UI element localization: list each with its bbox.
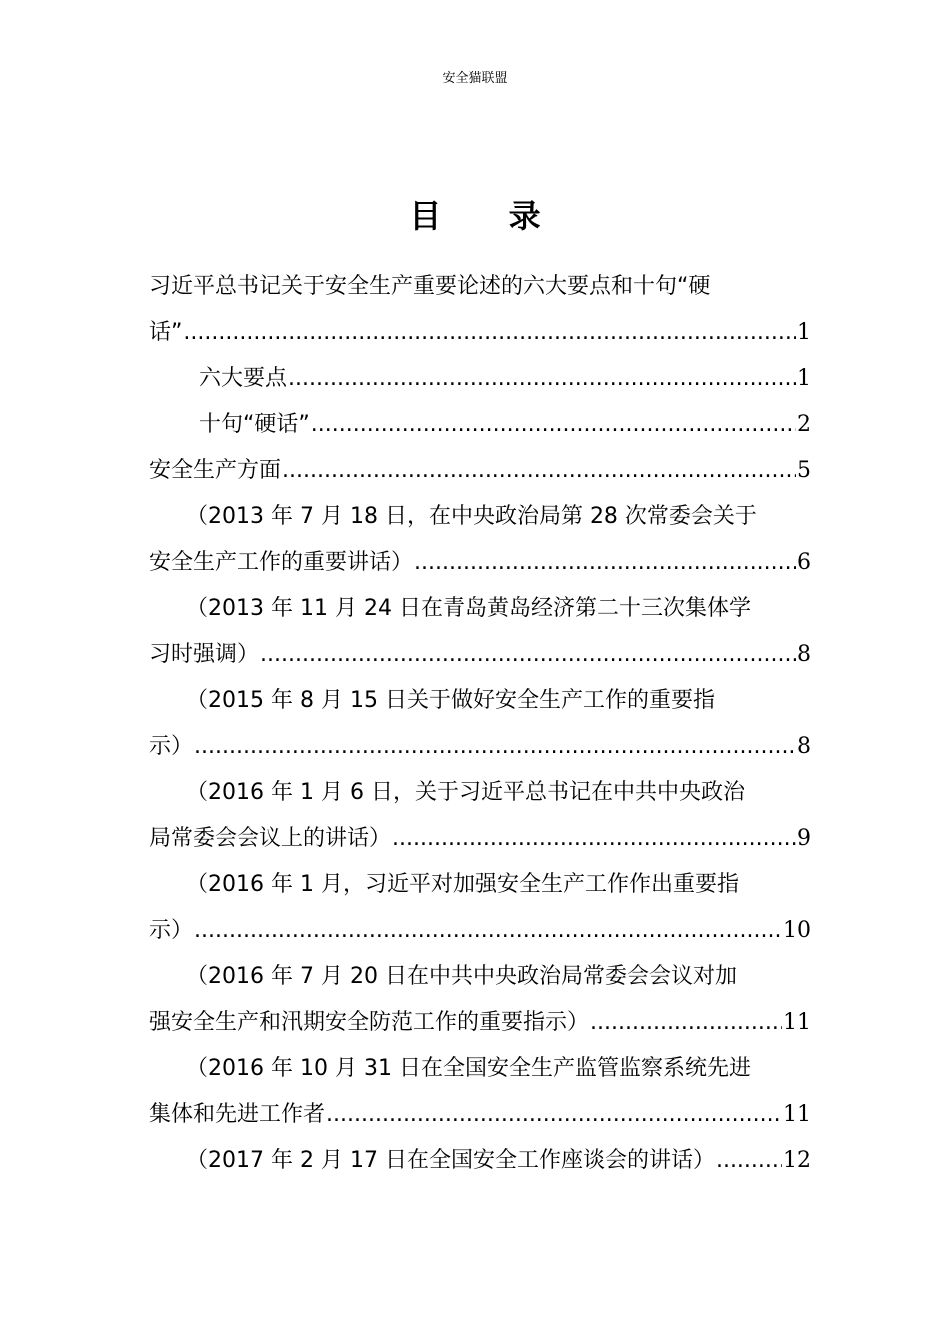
toc-page-number: 2	[797, 412, 811, 437]
dot-leader	[194, 724, 796, 770]
toc-entry[interactable]	[149, 1046, 811, 1138]
toc-entry-text: 十句“硬话”	[199, 412, 310, 437]
toc-entry[interactable]	[149, 770, 811, 862]
toc-entry[interactable]	[149, 402, 811, 448]
toc-page-number: 1	[797, 366, 811, 391]
toc-page-number: 6	[797, 550, 811, 575]
dot-leader	[260, 632, 796, 678]
toc-entry-text: 强安全生产和汛期安全防范工作的重要指示）	[149, 1010, 590, 1035]
toc-page-number: 10	[783, 918, 811, 943]
toc-entry-text: 安全生产方面	[149, 458, 282, 483]
dot-leader	[194, 908, 782, 954]
toc-entry-text: 示）	[149, 918, 194, 943]
toc-entry-text-line1: 习近平总书记关于安全生产重要论述的六大要点和十句“硬	[149, 274, 711, 299]
toc-page-number: 1	[797, 320, 811, 345]
toc-entry-text-line1: （2016 年 1 月，习近平对加强安全生产工作作出重要指	[186, 872, 739, 897]
page-title: 目 录	[409, 197, 569, 235]
toc-entry-text: 六大要点	[199, 366, 288, 391]
dot-leader	[392, 816, 796, 862]
dot-leader	[311, 402, 796, 448]
toc-page-number: 12	[783, 1148, 811, 1173]
toc-page-number: 8	[797, 642, 811, 667]
toc-page-number: 9	[797, 826, 811, 851]
toc-entry-text-line1: （2016 年 7 月 20 日在中共中央政治局常委会会议对加	[186, 964, 737, 989]
dot-leader	[414, 540, 796, 586]
dot-leader	[282, 448, 796, 494]
toc-entry[interactable]	[149, 678, 811, 770]
dot-leader	[288, 356, 796, 402]
toc-entry-text: （2017 年 2 月 17 日在全国安全工作座谈会的讲话）	[186, 1148, 715, 1173]
toc-entry-text-line1: （2013 年 11 月 24 日在青岛黄岛经济第二十三次集体学	[186, 596, 751, 621]
toc-entry[interactable]	[149, 448, 811, 494]
toc-entry-text-line1: （2016 年 10 月 31 日在全国安全生产监管监察系统先进	[186, 1056, 751, 1081]
toc-entry[interactable]	[149, 954, 811, 1046]
toc-entry-text-line1: （2015 年 8 月 15 日关于做好安全生产工作的重要指	[186, 688, 715, 713]
toc-page-number: 11	[783, 1102, 811, 1127]
toc-entry[interactable]	[149, 494, 811, 586]
dot-leader	[590, 1000, 782, 1046]
toc-entry[interactable]	[149, 586, 811, 678]
toc-entry-text: 集体和先进工作者	[149, 1102, 326, 1127]
toc-page-number: 5	[797, 458, 811, 483]
dot-leader	[716, 1138, 782, 1184]
toc-entry[interactable]	[149, 264, 811, 356]
toc-entry-text-line1: （2016 年 1 月 6 日，关于习近平总书记在中共中央政治	[186, 780, 745, 805]
dot-leader	[183, 310, 796, 356]
toc-entry[interactable]	[149, 862, 811, 954]
dot-leader	[326, 1092, 782, 1138]
table-of-contents	[149, 264, 811, 1184]
toc-page-number: 11	[783, 1010, 811, 1035]
toc-entry-text: 示）	[149, 734, 194, 759]
toc-entry-text-line1: （2013 年 7 月 18 日，在中央政治局第 28 次常委会关于	[186, 504, 757, 529]
toc-entry[interactable]	[149, 1138, 811, 1184]
toc-page-number: 8	[797, 734, 811, 759]
toc-entry-text: 局常委会会议上的讲话）	[149, 826, 392, 851]
page-header: 安全猫联盟	[442, 71, 508, 86]
toc-entry-text: 安全生产工作的重要讲话）	[149, 550, 414, 575]
toc-entry-text: 习时强调）	[149, 642, 260, 667]
toc-entry-text: 话”	[149, 320, 183, 345]
toc-entry[interactable]	[149, 356, 811, 402]
